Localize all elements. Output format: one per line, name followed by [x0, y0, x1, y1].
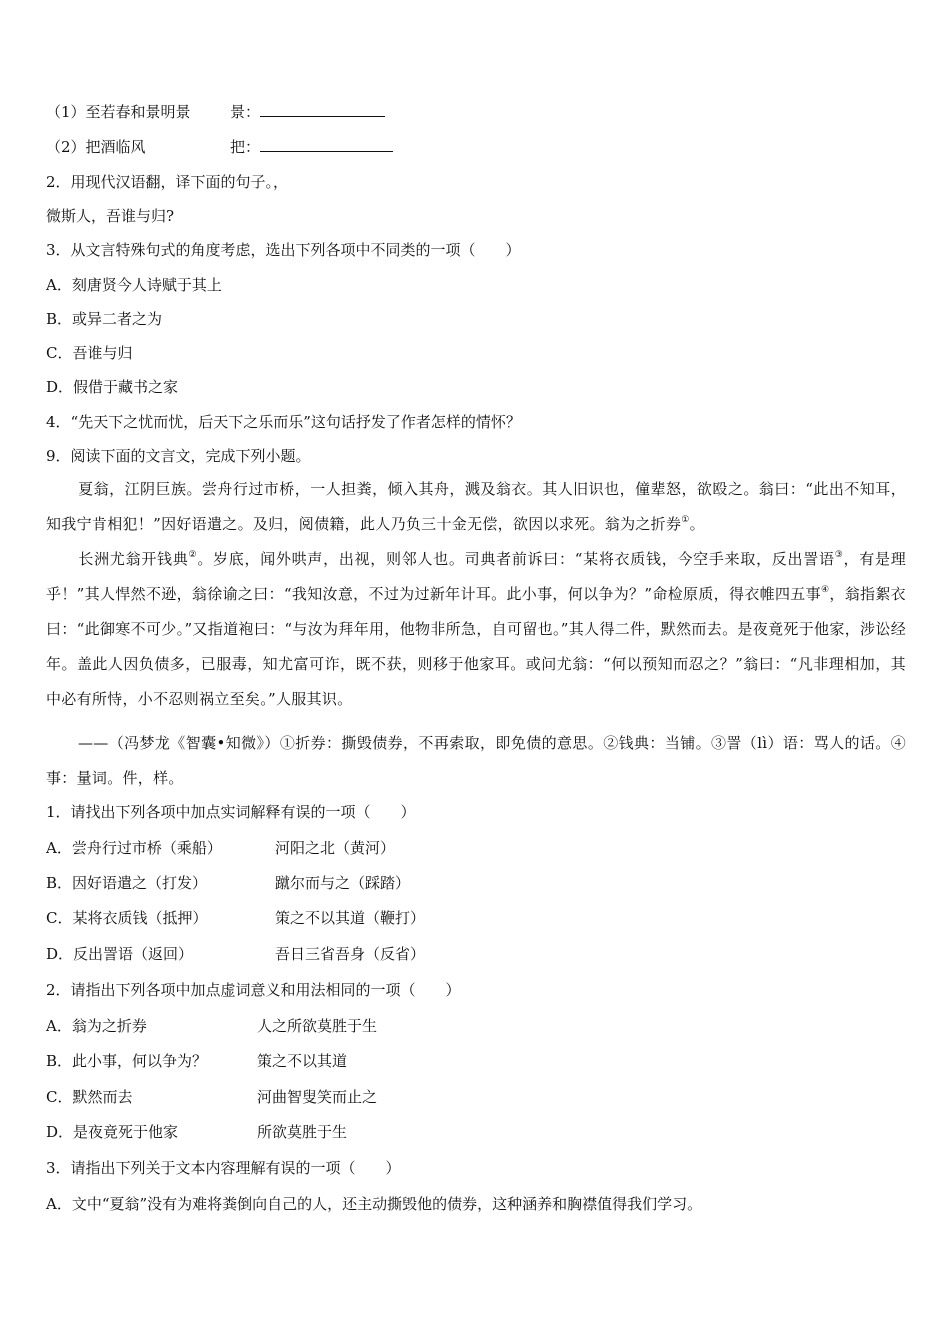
sub-question-2-option-c — [46, 1087, 378, 1107]
passage-p2-text-c: ，有是理乎！”其人悍然不逊，翁徐谕之曰：“我知汝意，不过为过新年计耳。此小事，何以争为？”命检原质，得衣帷四五事 — [46, 550, 906, 603]
passage-notes-text: ——（冯梦龙《智囊•知微》）①折券：撕毁债券，不再索取，即免债的意思。②钱典：当铺。③詈（lì）语：骂人的话。④事：量词。件，样。 — [46, 734, 906, 787]
passage-paragraph-1: 夏翁，江阴巨族。尝舟行过市桥，一人担粪，倾入其舟，溅及翁衣。其人旧识也，僮辈怒，欲殴之。翁曰：“此出不知耳，知我宁肯相犯！”因好语遣之。及归，阅债籍，此人乃负三十金无偿，欲因以求死。翁为之折券①。 — [46, 480, 906, 533]
sub-question-1-option-c — [46, 908, 426, 928]
question-3-option-d: D．假借于藏书之家 — [46, 378, 179, 396]
option-right: 策之不以其道 — [257, 1052, 348, 1070]
fill-item-2 — [46, 137, 261, 157]
sub-question-3-stem: 3．请指出下列关于文本内容理解有误的一项（ ） — [46, 1159, 401, 1177]
sub-question-2-option-b — [46, 1051, 348, 1071]
fill-item-1-label: （1）至若春和景明景 — [46, 103, 191, 121]
fill-item-2-hint: 把： — [230, 138, 261, 156]
option-left: D．是夜竟死于他家 — [46, 1123, 179, 1141]
question-3-stem: 3．从文言特殊句式的角度考虑，选出下列各项中不同类的一项（ ） — [46, 241, 521, 259]
sub-question-2-stem: 2．请指出下列各项中加点虚词意义和用法相同的一项（ ） — [46, 981, 461, 999]
footnote-mark-4: ④ — [820, 585, 830, 595]
footnote-mark-2: ② — [188, 550, 198, 560]
option-right: 蹴尔而与之（踩踏） — [275, 874, 411, 892]
option-left: D．反出詈语（返回） — [46, 945, 194, 963]
option-left: B．因好语遣之（打发） — [46, 874, 208, 892]
sub-question-2-option-a — [46, 1016, 378, 1036]
question-9-stem: 9．阅读下面的文言文，完成下列小题。 — [46, 447, 311, 465]
passage-p2-text-d: ，翁指絮衣曰：“此御寒不可少。”又指道袍曰：“与汝为拜年用，他物非所急，自可留也。”其人得二件，默然而去。是夜竟死于他家，涉讼经年。盖此人因负债多，已服毒，知尤富可诈，既不获，则移于他家耳。或问尤翁：“何以预知而忍之？”翁曰：“凡非理相加，其中必有所恃，小不忍则祸立至矣。”人服其识。 — [46, 585, 906, 708]
option-left: B．此小事，何以争为？ — [46, 1052, 208, 1070]
question-2-stem: 2．用现代汉语翻，译下面的句子。， — [46, 173, 289, 191]
sub-question-2-option-d — [46, 1122, 348, 1142]
option-left: A．翁为之折券 — [46, 1017, 147, 1035]
question-3-option-a: A．刻唐贤今人诗赋于其上 — [46, 276, 222, 294]
fill-item-2-label: （2）把酒临风 — [46, 138, 146, 156]
footnote-mark-1: ① — [681, 515, 690, 525]
option-left: C．默然而去 — [46, 1088, 133, 1106]
sub-question-3-option-a: A．文中“夏翁”没有为难将粪倒向自己的人，还主动撕毁他的债券，这种涵养和胸襟值得我们学习。 — [46, 1195, 703, 1213]
option-right: 吾日三省吾身（反省） — [275, 945, 426, 963]
sub-question-1-stem: 1．请找出下列各项中加点实词解释有误的一项（ ） — [46, 803, 416, 821]
fill-item-1-answer — [230, 102, 385, 122]
option-right: 所欲莫胜于生 — [257, 1123, 348, 1141]
passage-p1-text: 夏翁，江阴巨族。尝舟行过市桥，一人担粪，倾入其舟，溅及翁衣。其人旧识也，僮辈怒，欲殴之。翁曰：“此出不知耳，知我宁肯相犯！”因好语遣之。及归，阅债籍，此人乃负三十金无偿，欲因以求死。翁为之折券 — [46, 480, 906, 533]
option-right: 河阳之北（黄河） — [275, 839, 396, 857]
option-right: 策之不以其道（鞭打） — [275, 909, 426, 927]
option-left: C．某将衣质钱（抵押） — [46, 909, 208, 927]
answer-blank[interactable] — [260, 102, 385, 117]
sub-question-1-option-a — [46, 838, 396, 858]
question-4-stem: 4．“先天下之忧而忧，后天下之乐而乐”这句话抒发了作者怎样的情怀？ — [46, 413, 521, 431]
answer-blank[interactable] — [260, 137, 393, 152]
question-3-option-b: B．或异二者之为 — [46, 310, 163, 328]
passage-notes — [46, 726, 906, 796]
question-3-option-c: C．吾谁与归 — [46, 344, 133, 362]
sub-question-1-option-d — [46, 944, 426, 964]
passage-p2-text-b: 。岁底，闻外哄声，出视，则邻人也。司典者前诉曰：“某将衣质钱，今空手来取，反出詈语 — [197, 550, 835, 568]
option-right: 人之所欲莫胜于生 — [257, 1017, 378, 1035]
passage-p2-text-a: 长洲尤翁开钱典 — [78, 550, 189, 568]
option-right: 河曲智叟笑而止之 — [257, 1088, 378, 1106]
option-left: A．尝舟行过市桥（乘船） — [46, 839, 222, 857]
sub-question-1-option-b — [46, 873, 411, 893]
fill-item-1 — [46, 102, 261, 122]
fill-item-1-hint: 景： — [230, 103, 261, 121]
passage-paragraph-2 — [46, 542, 906, 717]
fill-item-2-answer — [230, 137, 393, 157]
footnote-mark-3: ③ — [834, 550, 844, 560]
question-2-sentence: 微斯人，吾谁与归? — [46, 207, 175, 225]
